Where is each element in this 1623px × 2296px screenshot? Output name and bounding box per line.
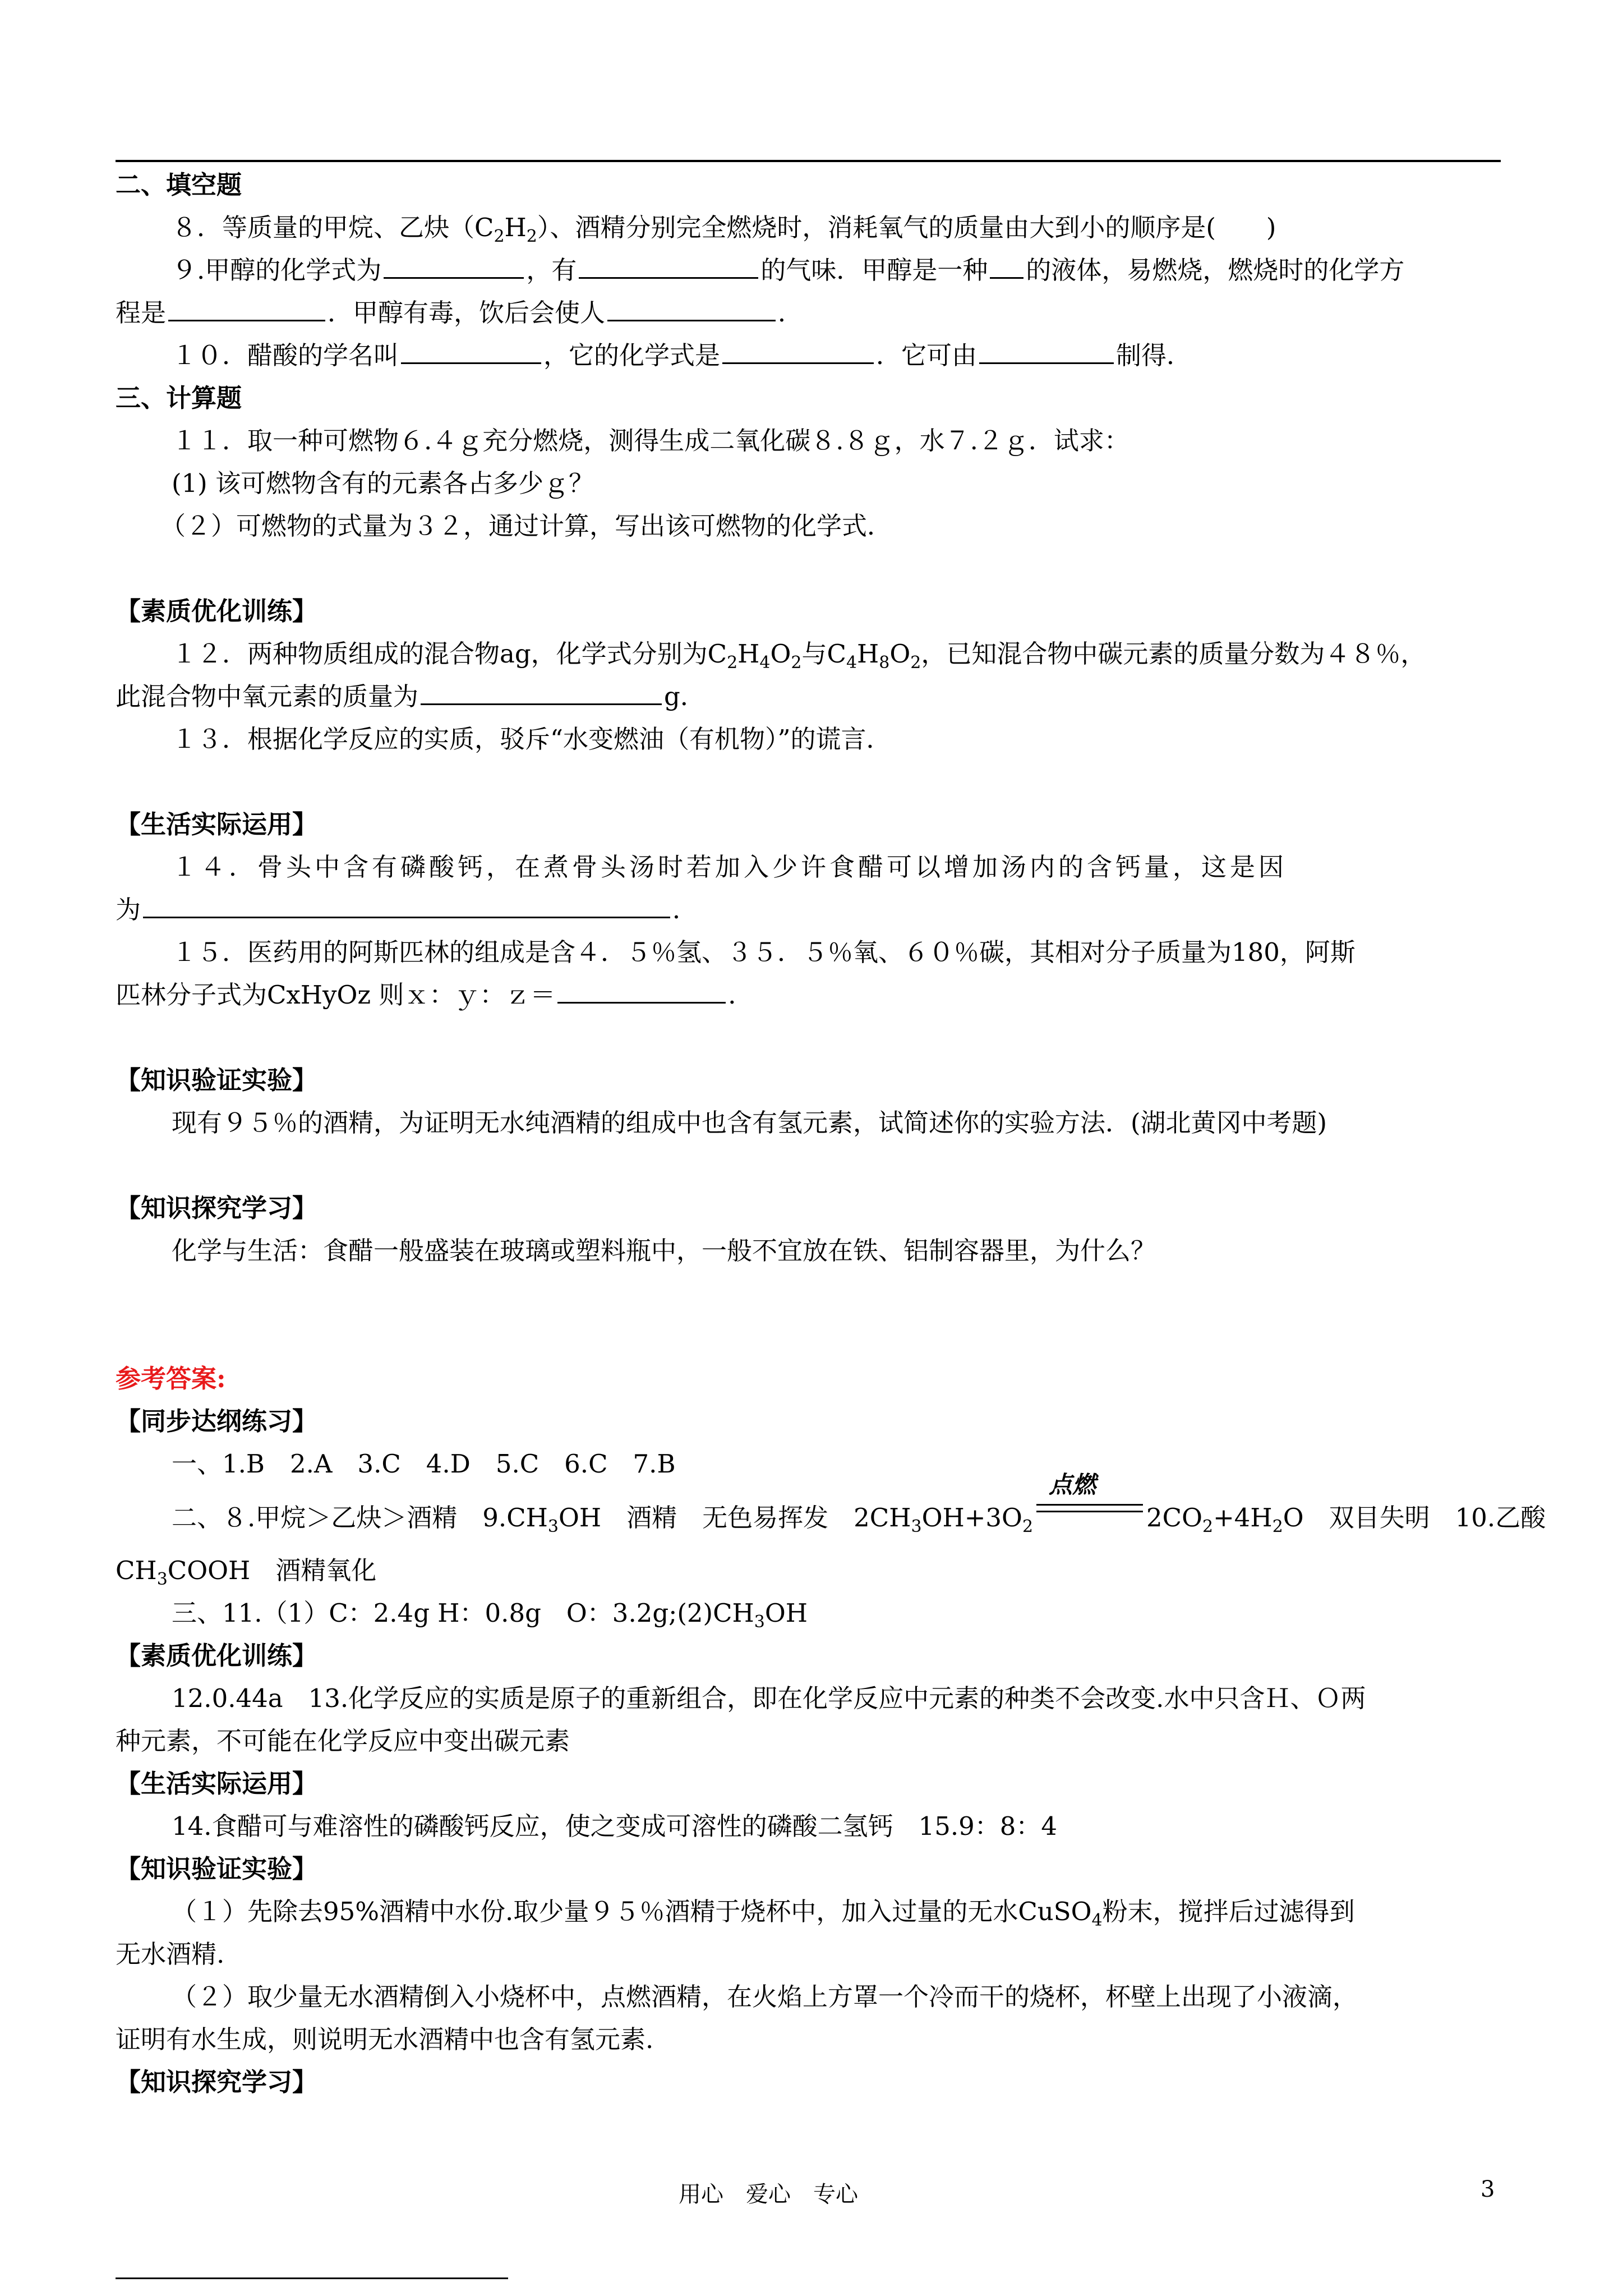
- question-12-line1: １２．两种物质组成的混合物ag，化学式分别为$C_2H_4O_2$与$C_4H_8O_2$，已知混合物中碳元素的质量分数为４８％，: [172, 639, 1426, 673]
- question-8: ８．等质量的甲烷、乙炔$(C_2H_2)$、酒精分别完全燃烧时，消耗氧气的质量由大到小的顺序是( ): [172, 213, 1276, 246]
- answers-verify-title: 【知识验证实验】: [116, 1854, 318, 1884]
- section-fill-title: 二、填空题: [116, 170, 242, 200]
- answers-quality-line2: 种元素，不可能在化学反应中变出碳元素: [116, 1726, 570, 1756]
- question-9-line1: ９.甲醇的化学式为 ，有 的气味．甲醇是一种 的液体，易燃烧，燃烧时的化学方: [116, 249, 1557, 292]
- question-13: １３．根据化学反应的实质，驳斥“水变燃油（有机物）”的谎言．: [172, 724, 892, 754]
- question-15-line2: 匹林分子式为CxHyOz 则ｘ：ｙ：ｚ＝ ．: [116, 974, 1501, 1016]
- page-number: 3: [1481, 2177, 1495, 2202]
- question-11: １１．取一种可燃物６.４ｇ充分燃烧，测得生成二氧化碳８.８ｇ，水７.２ｇ．试求：: [172, 426, 1129, 455]
- answer-blank[interactable]: [579, 249, 758, 279]
- answer-blank[interactable]: [168, 292, 325, 321]
- answers-life-line: 14.食醋可与难溶性的磷酸钙反应，使之变成可溶性的磷酸二氢钙 15.9：8：4: [172, 1811, 1058, 1841]
- answer-blank[interactable]: [384, 249, 524, 279]
- answers-life-title: 【生活实际运用】: [116, 1769, 318, 1798]
- answer-blank[interactable]: [979, 334, 1114, 364]
- question-14-line2: 为 ．: [116, 889, 1501, 931]
- header-rule: [116, 160, 1501, 162]
- answers-sync-title: 【同步达纲练习】: [116, 1406, 318, 1436]
- answer-blank[interactable]: [557, 974, 726, 1004]
- answers-explore-title: 【知识探究学习】: [116, 2067, 318, 2097]
- verify-question: 现有９５％的酒精，为证明无水纯酒精的组成中也含有氢元素，试简述你的实验方法．(湖北黄冈中考题): [172, 1108, 1327, 1138]
- answers-quality-line1: 12.0.44a 13.化学反应的实质是原子的重新组合，即在化学反应中元素的种类不会改变.水中只含Ｈ、Ｏ两: [172, 1683, 1366, 1713]
- answers-verify-line2: 无水酒精.: [116, 1939, 225, 1969]
- answers-title: 参考答案:: [116, 1364, 226, 1393]
- answers-calc-line: 三、11.（1）C：2.4g H：0.8g O：$3.2g;(2)CH_3OH$: [172, 1598, 808, 1632]
- answer-blank[interactable]: [421, 675, 662, 705]
- section-verify-title: 【知识验证实验】: [116, 1065, 318, 1095]
- answer-blank[interactable]: [607, 292, 776, 321]
- answers-verify-line3: （２）取少量无水酒精倒入小烧杯中，点燃酒精，在火焰上方罩一个冷而干的烧杯，杯壁上出现了小液滴，: [172, 1982, 1358, 2012]
- section-quality-title: 【素质优化训练】: [116, 596, 318, 626]
- ignition-equals-sign: 点燃: [1036, 1498, 1143, 1526]
- answers-sync-line: 一、1.B 2.A 3.C 4.D 5.C 6.C 7.B: [172, 1449, 676, 1479]
- question-10: １０．醋酸的学名叫 ，它的化学式是 ．它可由 制得．: [116, 334, 1557, 377]
- question-11-part2: （２）可燃物的式量为３２，通过计算，写出该可燃物的化学式．: [160, 511, 893, 541]
- explore-question: 化学与生活：食醋一般盛装在玻璃或塑料瓶中，一般不宜放在铁、铝制容器里，为什么？: [172, 1236, 1156, 1266]
- answer-blank[interactable]: [401, 334, 541, 364]
- answers-fill-line1: 二、８.甲烷＞乙炔＞酒精 $9.CH_3OH$ 酒精 无色易挥发 $2CH_3OH+3O_2$ 点燃 $2CO_2+4H_2O$ 双目失明 10.乙酸: [172, 1471, 1546, 1536]
- answers-quality-title: 【素质优化训练】: [116, 1641, 318, 1671]
- question-12-line2: 此混合物中氧元素的质量为 g．: [116, 675, 1501, 718]
- answers-verify-line4: 证明有水生成，则说明无水酒精中也含有氢元素.: [116, 2024, 654, 2054]
- section-life-title: 【生活实际运用】: [116, 809, 318, 839]
- answer-blank[interactable]: [722, 334, 874, 364]
- question-15-line1: １５．医药用的阿斯匹林的组成是含４．５％氢、３５．５％氧、６０％碳，其相对分子质量为180，阿斯: [172, 937, 1355, 967]
- section-explore-title: 【知识探究学习】: [116, 1193, 318, 1223]
- footer-motto: 用心 爱心 专心: [679, 2182, 858, 2207]
- question-9-line2: 程是 ．甲醇有毒，饮后会使人 ．: [116, 292, 1501, 334]
- answers-verify-line1: （１）先除去95%酒精中水份.取少量９５％酒精于烧杯中，加入过量的无水CuSO$_4$粉末，搅拌后过滤得到: [172, 1897, 1355, 1930]
- answer-blank[interactable]: [143, 889, 670, 918]
- answer-blank[interactable]: [990, 249, 1023, 279]
- answers-fill-line2: $CH_3COOH$ 酒精氧化: [116, 1556, 377, 1589]
- question-11-part1: (1) 该可燃物含有的元素各占多少ｇ？: [172, 468, 594, 498]
- section-calc-title: 三、计算题: [116, 383, 242, 413]
- question-14-line1: １４．骨头中含有磷酸钙，在煮骨头汤时若加入少许食醋可以增加汤内的含钙量，这是因: [172, 852, 1288, 882]
- footer-rule: [116, 2277, 508, 2286]
